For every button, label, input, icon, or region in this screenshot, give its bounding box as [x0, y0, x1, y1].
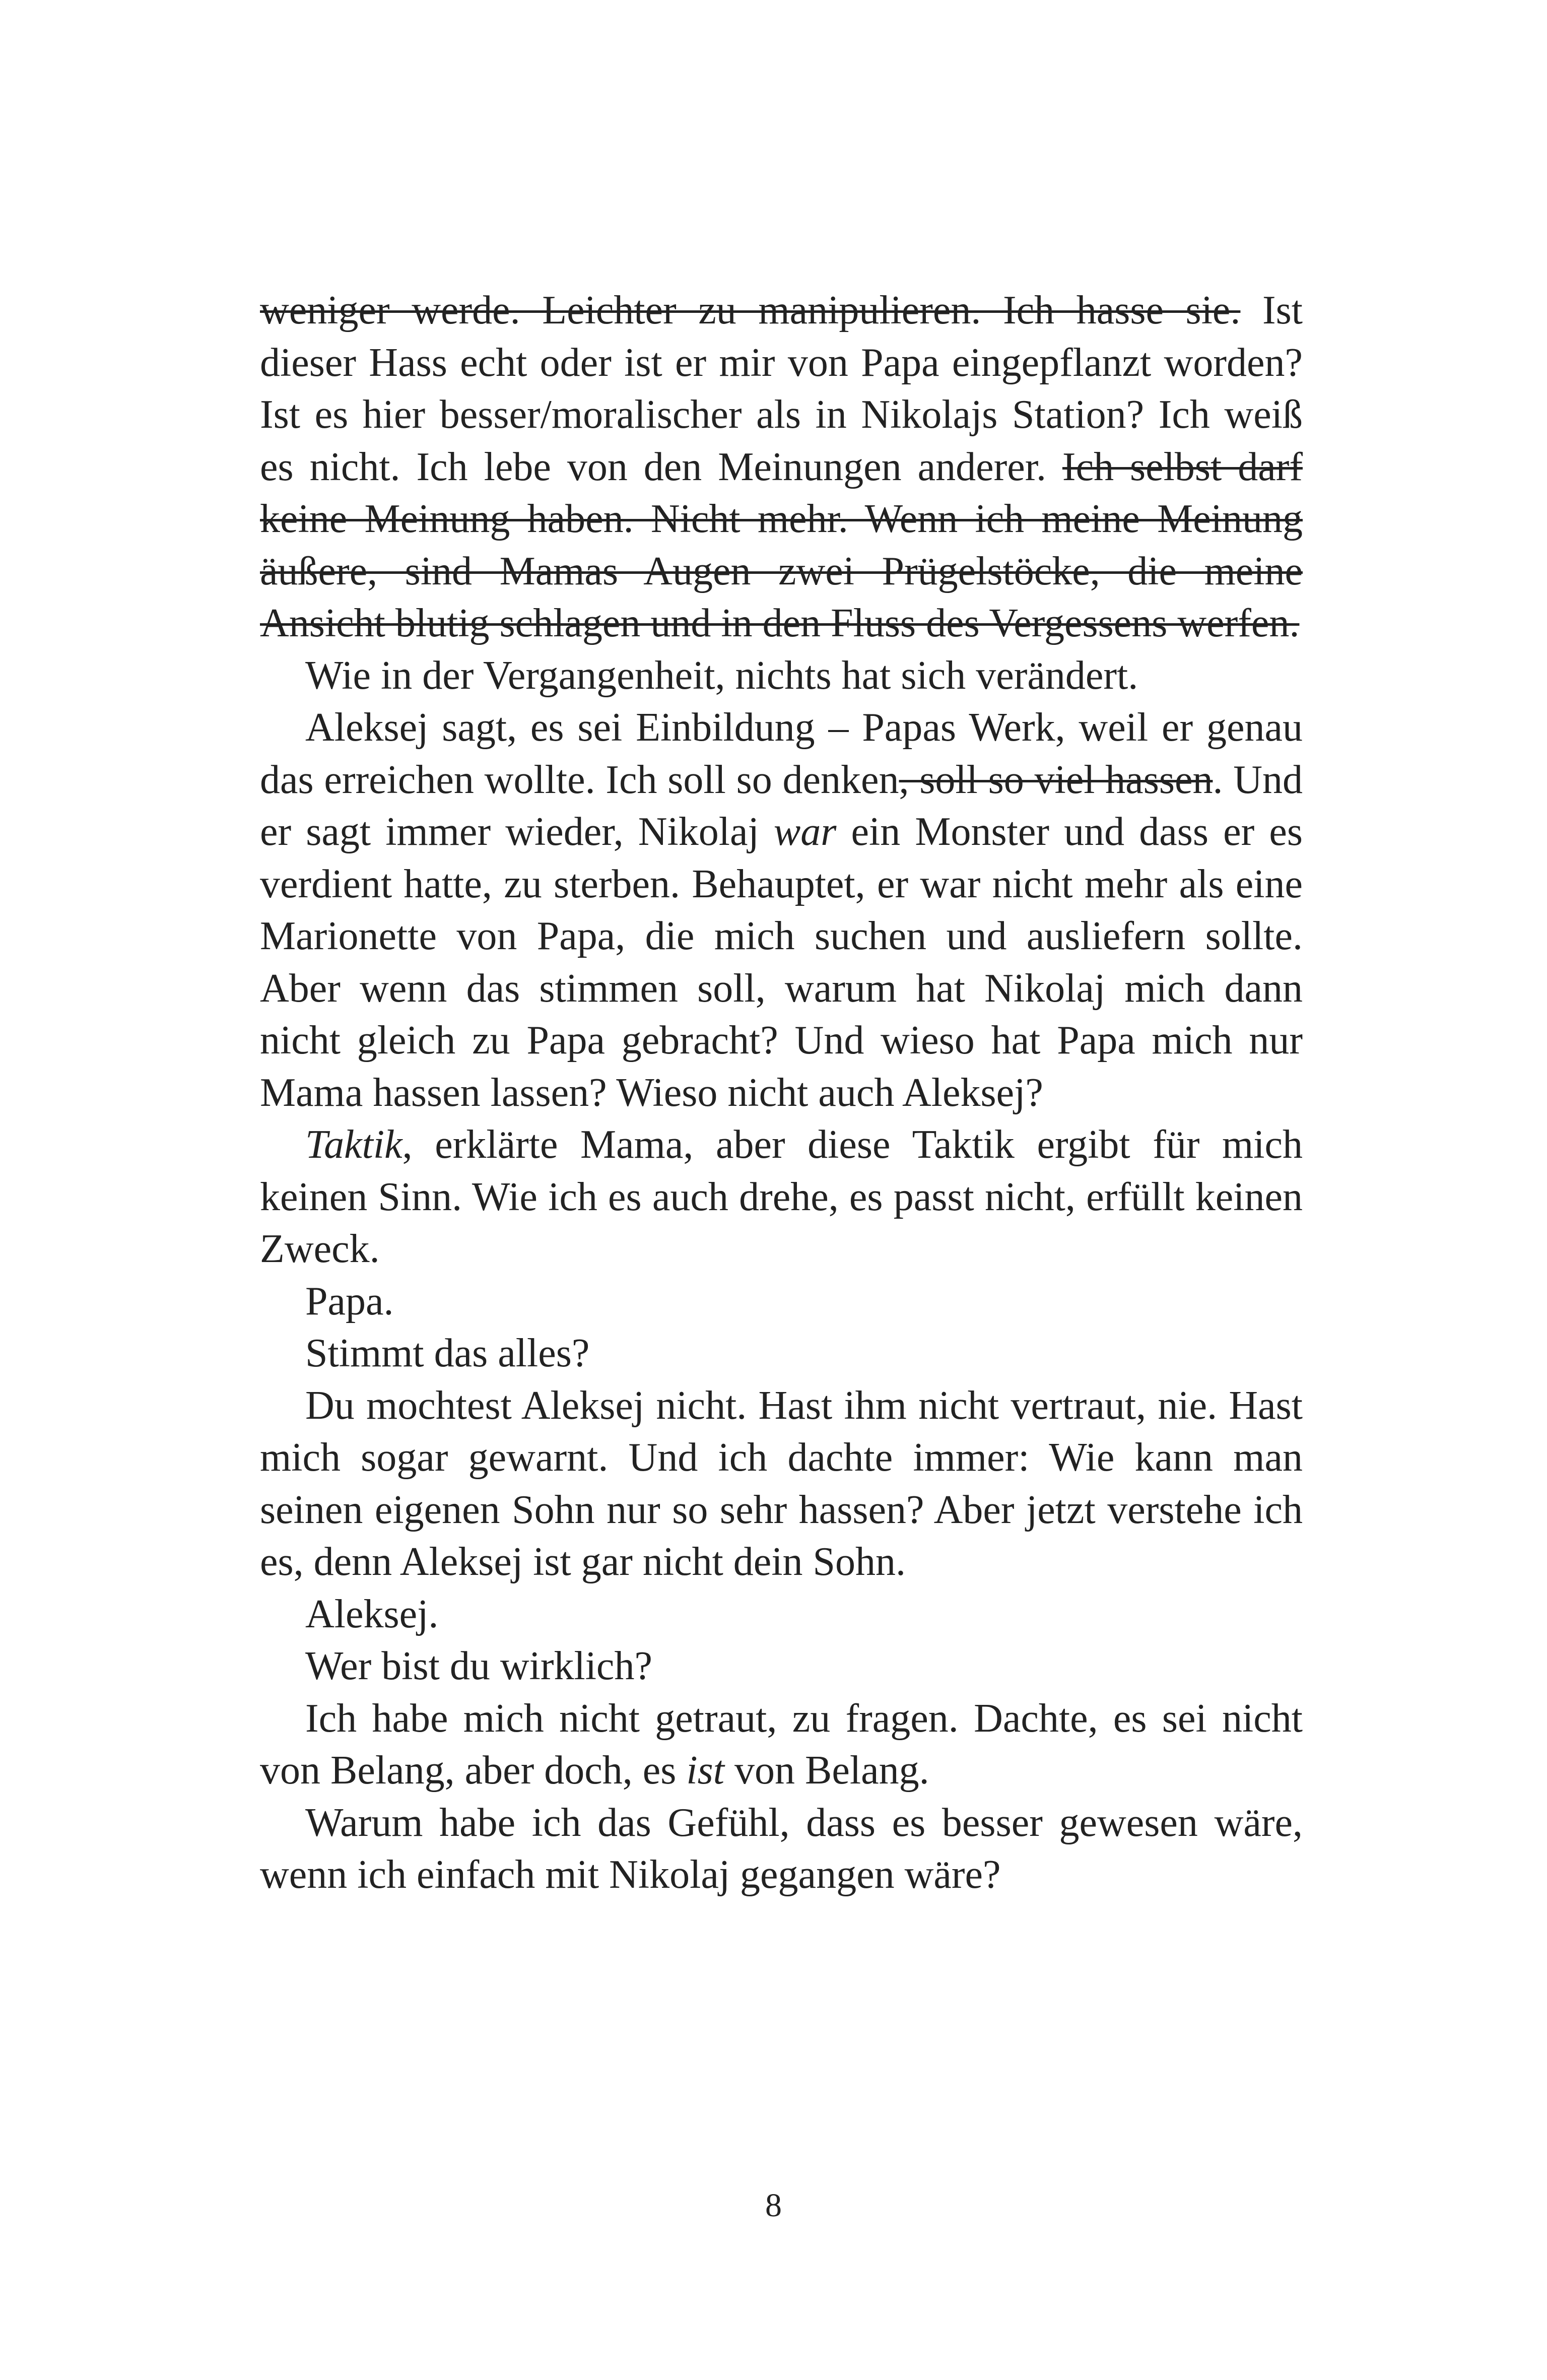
- paragraph: [260, 1119, 1303, 1276]
- body-text: [260, 285, 1303, 1901]
- paragraph: [260, 1328, 1303, 1380]
- italic-text: war: [773, 810, 837, 854]
- paragraph: [260, 702, 1303, 1119]
- paragraph: [260, 1276, 1303, 1328]
- italic-text: Taktik: [305, 1122, 402, 1167]
- text-run: Wer bist du wirklich?: [305, 1644, 652, 1688]
- text-run: . Und er sagt immer wieder, Nikolaj: [260, 757, 1303, 854]
- paragraph: [260, 1380, 1303, 1589]
- text-run: von Belang.: [724, 1748, 929, 1793]
- struck-text: Ich selbst darf keine Meinung haben. Nicht mehr. Wenn ich meine Meinung äußere, sind Mamas Augen zwei Prügelstöcke, die meine Ansicht blutig schlagen und in den Fluss des Vergessens werfen.: [260, 444, 1303, 645]
- text-run: Warum habe ich das Gefühl, dass es besser gewesen wäre, wenn ich einfach mit Nikolaj gegangen wäre?: [260, 1800, 1303, 1897]
- paragraph: [260, 1693, 1303, 1797]
- paragraph: [260, 1797, 1303, 1901]
- text-run: Stimmt das alles?: [305, 1331, 590, 1375]
- text-run: Papa.: [305, 1279, 394, 1324]
- text-run: Ist dieser Hass echt oder ist er mir von Papa eingepflanzt worden? Ist es hier besser/moralischer als in Nikolajs Station? Ich weiß es nicht. Ich lebe von den Meinungen anderer.: [260, 288, 1303, 489]
- page-number: 8: [765, 2187, 782, 2224]
- struck-text: weniger werde. Leichter zu manipulieren. Ich hasse sie.: [260, 288, 1241, 333]
- text-run: , erklärte Mama, aber diese Taktik ergibt für mich keinen Sinn. Wie ich es auch drehe, es passt nicht, erfüllt keinen Zweck.: [260, 1122, 1303, 1271]
- text-run: Wie in der Vergangenheit, nichts hat sich verändert.: [305, 653, 1138, 698]
- text-run: Aleksej sagt, es sei Einbildung – Papas Werk, weil er genau das erreichen wollte. Ich soll so denken: [260, 705, 1303, 802]
- text-run: Aleksej.: [305, 1592, 439, 1636]
- text-run: Ich habe mich nicht getraut, zu fragen. Dachte, es sei nicht von Belang, aber doch, es: [260, 1696, 1303, 1793]
- struck-text: , soll so viel hassen: [899, 757, 1213, 802]
- paragraph: [260, 650, 1303, 702]
- text-run: Du mochtest Aleksej nicht. Hast ihm nicht vertraut, nie. Hast mich sogar gewarnt. Und ich dachte immer: Wie kann man seinen eigenen Sohn nur so sehr hassen? Aber jetzt verstehe ich es, denn Aleksej ist gar nicht dein Sohn.: [260, 1383, 1303, 1584]
- paragraph: [260, 285, 1303, 650]
- paragraph: [260, 1589, 1303, 1641]
- text-run: ein Monster und dass er es verdient hatte, zu sterben. Behauptet, er war nicht mehr als eine Marionette von Papa, die mich suchen und ausliefern sollte. Aber wenn das stimmen soll, warum hat Nikolaj mich dann nicht gleich zu Papa gebracht? Und wieso hat Papa mich nur Mama hassen lassen? Wieso nicht auch Aleksej?: [260, 810, 1303, 1115]
- italic-text: ist: [686, 1748, 724, 1793]
- paragraph: [260, 1640, 1303, 1693]
